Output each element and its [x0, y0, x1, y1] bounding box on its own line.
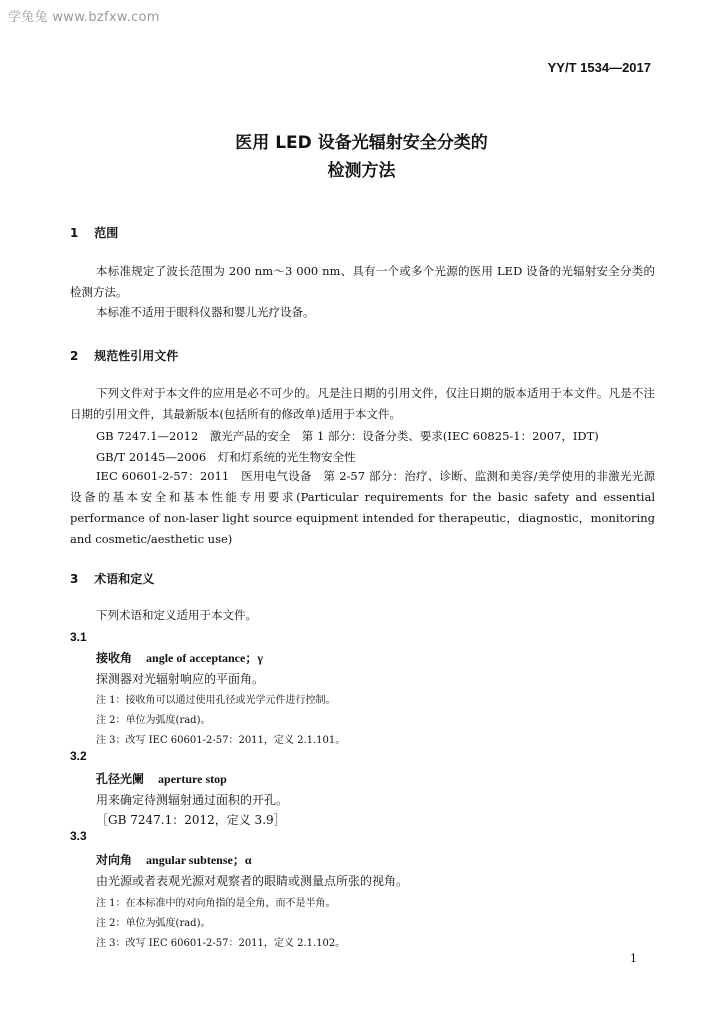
term-en: aperture stop: [158, 772, 227, 786]
section-number: 3: [70, 572, 79, 586]
section-title: 范围: [94, 226, 119, 240]
reference-gbt20145: GB/T 20145—2006 灯和灯系统的光生物安全性: [96, 450, 356, 464]
section-2-heading: [70, 347, 178, 364]
term-heading: [96, 770, 227, 787]
term-number: 3.1: [70, 630, 87, 644]
term-note: 注 3：改写 IEC 60601-2-57：2011，定义 2.1.101。: [96, 735, 346, 746]
reference-iec60601: IEC 60601-2-57：2011 医用电气设备 第 2-57 部分：治疗、诊断、监测和美容/美学使用的非激光光源设备的基本安全和基本性能专用要求(Particular requirements for the basic safety and essential performance of non-laser light source equipment intended for therapeutic，diagnostic，monitoring and cosmetic/aesthetic use): [70, 469, 655, 546]
term-definition: 由光源或者表观光源对观察者的眼睛或测量点所张的视角。: [96, 874, 409, 888]
document-title-line-2: 检测方法: [327, 161, 396, 181]
document-title-line-1: 医用 LED 设备光辐射安全分类的: [235, 133, 488, 153]
references-intro-paragraph: 下列文件对于本文件的应用是必不可少的。凡是注日期的引用文件，仅注日期的版本适用于本文件。凡是不注日期的引用文件，其最新版本(包括所有的修改单)适用于本文件。: [70, 386, 655, 421]
section-number: 2: [70, 349, 79, 363]
term-definition: 用来确定待测辐射通过面积的开孔。: [96, 793, 289, 807]
term-en: angle of acceptance；γ: [146, 651, 263, 665]
term-note: 注 3：改写 IEC 60601-2-57：2011，定义 2.1.102。: [96, 938, 346, 949]
scope-paragraph: 本标准规定了波长范围为 200 nm～3 000 nm、具有一个或多个光源的医用 LED 设备的光辐射安全分类的检测方法。: [70, 264, 655, 299]
term-zh: 对向角: [96, 853, 133, 867]
section-title: 规范性引用文件: [94, 349, 179, 363]
term-note: 注 1：在本标准中的对向角指的是全角，而不是半角。: [96, 898, 336, 909]
term-note: 注 1：接收角可以通过使用孔径或光学元件进行控制。: [96, 695, 336, 706]
reference-gb7247: GB 7247.1—2012 激光产品的安全 第 1 部分：设备分类、要求(IEC 60825-1：2007，IDT): [96, 429, 599, 443]
terms-intro: 下列术语和定义适用于本文件。: [96, 608, 257, 622]
term-heading: [96, 851, 252, 868]
term-note: 注 2：单位为弧度(rad)。: [96, 918, 211, 929]
standard-number: YY/T 1534—2017: [547, 60, 651, 75]
section-3-heading: [70, 570, 154, 587]
term-definition: 探测器对光辐射响应的平面角。: [96, 672, 265, 686]
term-zh: 接收角: [96, 651, 133, 665]
term-heading: [96, 649, 263, 666]
term-number: 3.2: [70, 749, 87, 763]
term-zh: 孔径光阑: [96, 772, 145, 786]
page-number: 1: [630, 952, 637, 965]
section-1-heading: [70, 224, 118, 241]
watermark: 学兔兔 www.bzfxw.com: [8, 10, 160, 25]
term-number: 3.3: [70, 829, 87, 843]
section-number: 1: [70, 226, 79, 240]
section-title: 术语和定义: [94, 572, 155, 586]
scope-exclusion-paragraph: 本标准不适用于眼科仪器和婴儿光疗设备。: [96, 305, 315, 319]
term-en: angular subtense；α: [146, 853, 252, 867]
term-source: ［GB 7247.1：2012，定义 3.9］: [96, 813, 286, 827]
term-note: 注 2：单位为弧度(rad)。: [96, 715, 211, 726]
